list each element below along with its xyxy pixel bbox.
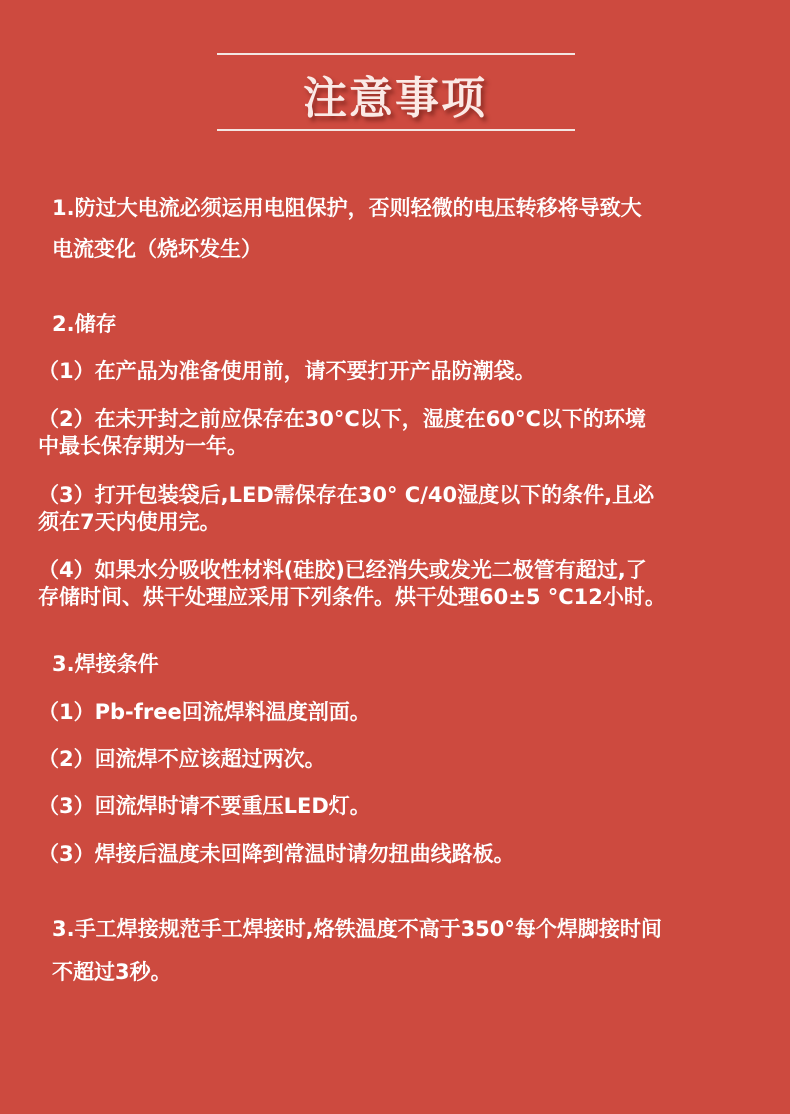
soldering-item-4: （3）焊接后温度未回降到常温时请勿扭曲线路板。 bbox=[38, 842, 515, 866]
current-note-line-2: 电流变化（烧坏发生） bbox=[52, 237, 262, 261]
storage-item-1: （1）在产品为准备使用前，请不要打开产品防潮袋。 bbox=[38, 359, 536, 383]
storage-item-3-line-1: （3）打开包装袋后,LED需保存在30° C/40湿度以下的条件,且必 bbox=[38, 483, 655, 507]
manual-soldering-line-2: 不超过3秒。 bbox=[52, 960, 172, 984]
storage-item-3-line-2: 须在7天内使用完。 bbox=[38, 510, 221, 534]
soldering-item-3: （3）回流焊时请不要重压LED灯。 bbox=[38, 794, 371, 818]
soldering-item-2: （2）回流焊不应该超过两次。 bbox=[38, 747, 326, 771]
storage-item-4-line-1: （4）如果水分吸收性材料(硅胶)已经消失或发光二极管有超过,了 bbox=[38, 558, 647, 582]
soldering-item-1: （1）Pb-free回流焊料温度剖面。 bbox=[38, 700, 371, 724]
title-top-rule bbox=[217, 53, 575, 55]
title-bottom-rule bbox=[217, 129, 575, 131]
soldering-heading: 3.焊接条件 bbox=[52, 652, 159, 676]
manual-soldering-line-1: 3.手工焊接规范手工焊接时,烙铁温度不高于350°每个焊脚接时间 bbox=[52, 917, 662, 941]
storage-item-2-line-1: （2）在未开封之前应保存在30°C以下，湿度在60°C以下的环境 bbox=[38, 407, 646, 431]
current-note-line-1: 1.防过大电流必须运用电阻保护，否则轻微的电压转移将导致大 bbox=[52, 196, 642, 220]
page-title: 注意事项 bbox=[303, 73, 487, 124]
storage-item-4-line-2: 存储时间、烘干处理应采用下列条件。烘干处理60±5 °C12小时。 bbox=[38, 585, 666, 609]
storage-item-2-line-2: 中最长保存期为一年。 bbox=[38, 434, 248, 458]
storage-heading: 2.储存 bbox=[52, 312, 117, 336]
